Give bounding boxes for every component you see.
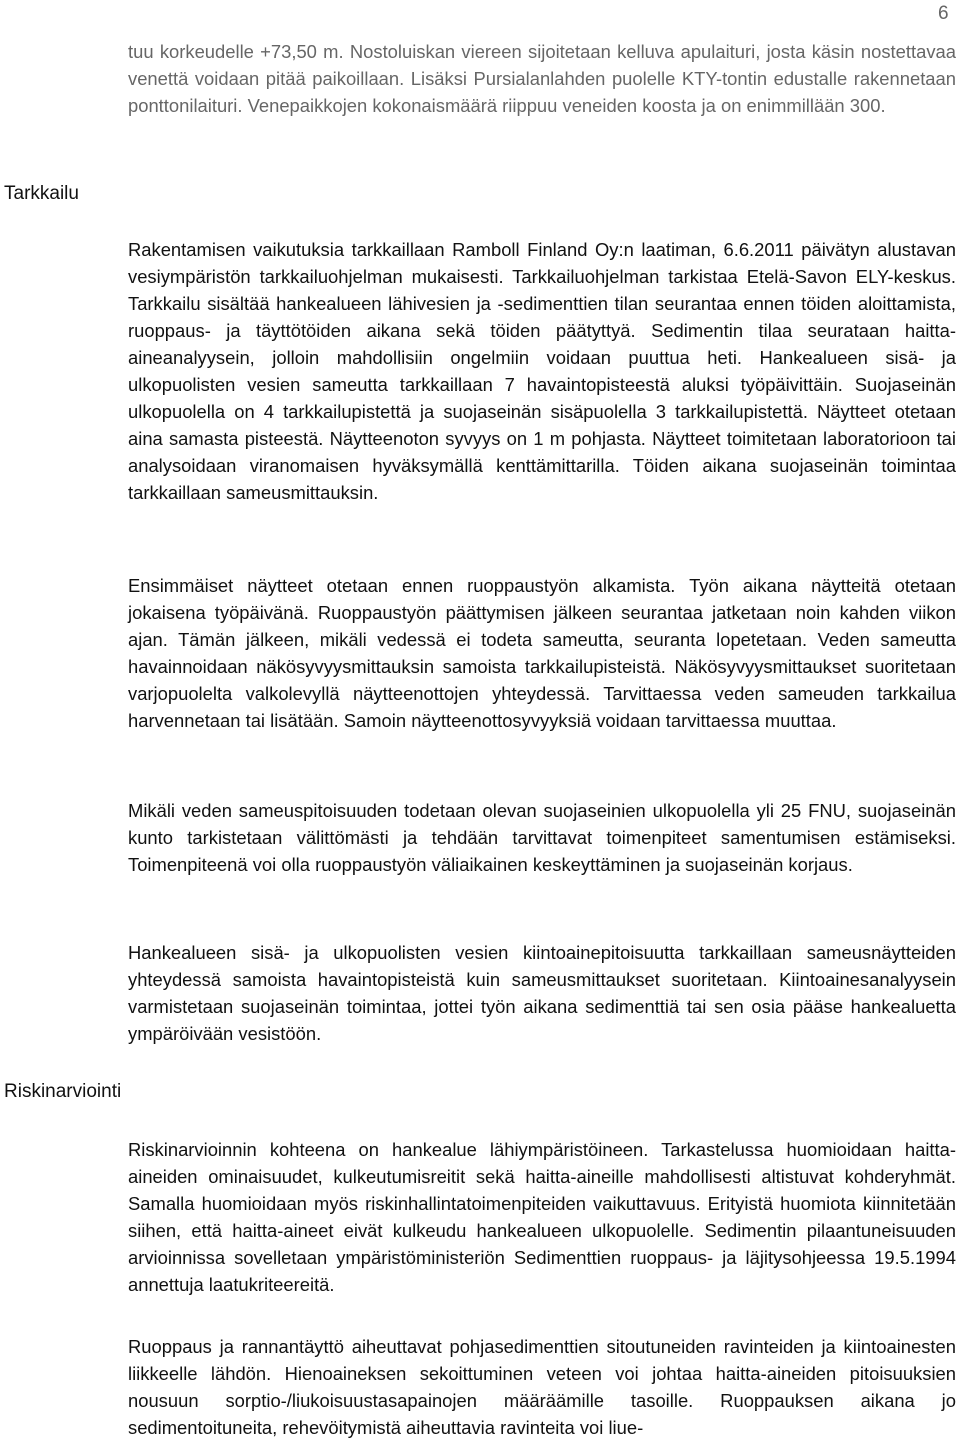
intro-text: tuu korkeudelle +73,50 m. Nostoluiskan viereen sijoitetaan kelluva apulaituri, josta käsin nostettavaa venettä voidaan pitää paikoillaan. Lisäksi Pursialanlahden puolelle KTY-tontin edustalle rakennetaan ponttonilaituri. Venepaikkojen kokonaismäärä riippuu veneiden koosta ja on enimmillään 300. <box>128 41 956 116</box>
page-number: 6 <box>938 3 949 24</box>
paragraph-text: Mikäli veden sameuspitoisuuden todetaan olevan suojaseinien ulkopuolella yli 25 FNU, suojaseinän kunto tarkistetaan välittömästi ja tehdään tarvittavat toimenpiteet samentumisen estämiseksi. Toimenpiteenä voi olla ruoppaustyön väliaikainen keskeyttäminen ja suojaseinän korjaus. <box>128 800 956 875</box>
tarkkailu-paragraph-4 <box>128 939 956 1047</box>
paragraph-text: Riskinarvioinnin kohteena on hankealue lähiympäristöineen. Tarkastelussa huomioidaan haitta-aineiden ominaisuudet, kulkeutumisreitit sekä haitta-aineille mahdollisesti altistuvat kohderyhmät. Samalla huomioidaan myös riskinhallintatoimenpiteiden vaikuttavuus. Erityistä huomiota kiinnitetään siihen, että haitta-aineet eivät kulkeudu hankealueen ulkopuolelle. Sedimentin pilaantuneisuuden arvioinnissa sovelletaan ympäristöministeriön Sedimenttien ruoppaus- ja läjitysohjeessa 19.5.1994 annettuja laatukriteereitä. <box>128 1139 956 1295</box>
paragraph-text: Ensimmäiset näytteet otetaan ennen ruoppaustyön alkamista. Työn aikana näytteitä otetaan jokaisena työpäivänä. Ruoppaustyön päättymisen jälkeen seurantaa jatketaan noin kahden viikon ajan. Tämän jälkeen, mikäli vedessä ei todeta sameutta, seuranta lopetetaan. Veden sameutta havainnoidaan näkösyvyysmittauksin samoista tarkkailupisteistä. Näkösyvyysmittaukset suoritetaan varjopuolelta valkolevyllä näytteenottojen yhteydessä. Tarvittaessa veden sameuden tarkkailua harvennetaan tai lisätään. Samoin näytteenottosyvyyksiä voidaan tarvittaessa muuttaa. <box>128 575 956 731</box>
riskinarviointi-paragraph-1 <box>128 1136 956 1298</box>
tarkkailu-paragraph-2 <box>128 572 956 734</box>
riskinarviointi-paragraph-2 <box>128 1333 956 1441</box>
tarkkailu-paragraph-1 <box>128 236 956 506</box>
tarkkailu-paragraph-3 <box>128 797 956 878</box>
heading-riskinarviointi: Riskinarviointi <box>4 1081 122 1102</box>
paragraph-text: Ruoppaus ja rannantäyttö aiheuttavat pohjasedimenttien sitoutuneiden ravinteiden ja kiintoainesten liikkeelle lähdön. Hienoaineksen sekoittuminen veteen voi johtaa haitta-aineiden pitoisuuksien nousuun sorptio-/liukoisuustasapainojen määräämille tasoille. Ruoppauksen aikana jo sedimentoituneita, rehevöitymistä aiheuttavia ravinteita voi liue- <box>128 1336 956 1438</box>
paragraph-text: Hankealueen sisä- ja ulkopuolisten vesien kiintoainepitoisuutta tarkkaillaan sameusnäytteiden yhteydessä samoista havaintopisteistä kuin sameusmittaukset suoritetaan. Kiintoainesanalyysein varmistetaan suojaseinän toimintaa, jottei työn aikana sedimenttiä tai sen osia pääse hankealuetta ympäröivään vesistöön. <box>128 942 956 1044</box>
paragraph-text: Rakentamisen vaikutuksia tarkkaillaan Ramboll Finland Oy:n laatiman, 6.6.2011 päivätyn alustavan vesiympäristön tarkkailuohjelman mukaisesti. Tarkkailuohjelman tarkistaa Etelä-Savon ELY-keskus. Tarkkailu sisältää hankealueen lähivesien ja -sedimenttien tilan seurantaa ennen töiden aloittamista, ruoppaus- ja täyttötöiden aikana sekä töiden päätyttyä. Sedimentin tilaa seurataan haitta-aineanalyysein, jolloin mahdollisiin ongelmiin voidaan puuttua heti. Hankealueen sisä- ja ulkopuolisten vesien sameutta tarkkaillaan 7 havaintopisteestä aluksi työpäivittäin. Suojaseinän ulkopuolella on 4 tarkkailupistettä ja suojaseinän sisäpuolella 3 tarkkailupistettä. Näytteet otetaan aina samasta pisteestä. Näytteenoton syvyys on 1 m pohjasta. Näytteet toimitetaan laboratorioon tai analysoidaan viranomaisen hyväksymällä kenttämittarilla. Töiden aikana suojaseinän toimintaa tarkkaillaan sameusmittauksin. <box>128 239 956 503</box>
intro-paragraph <box>128 38 956 119</box>
heading-tarkkailu: Tarkkailu <box>4 183 79 204</box>
